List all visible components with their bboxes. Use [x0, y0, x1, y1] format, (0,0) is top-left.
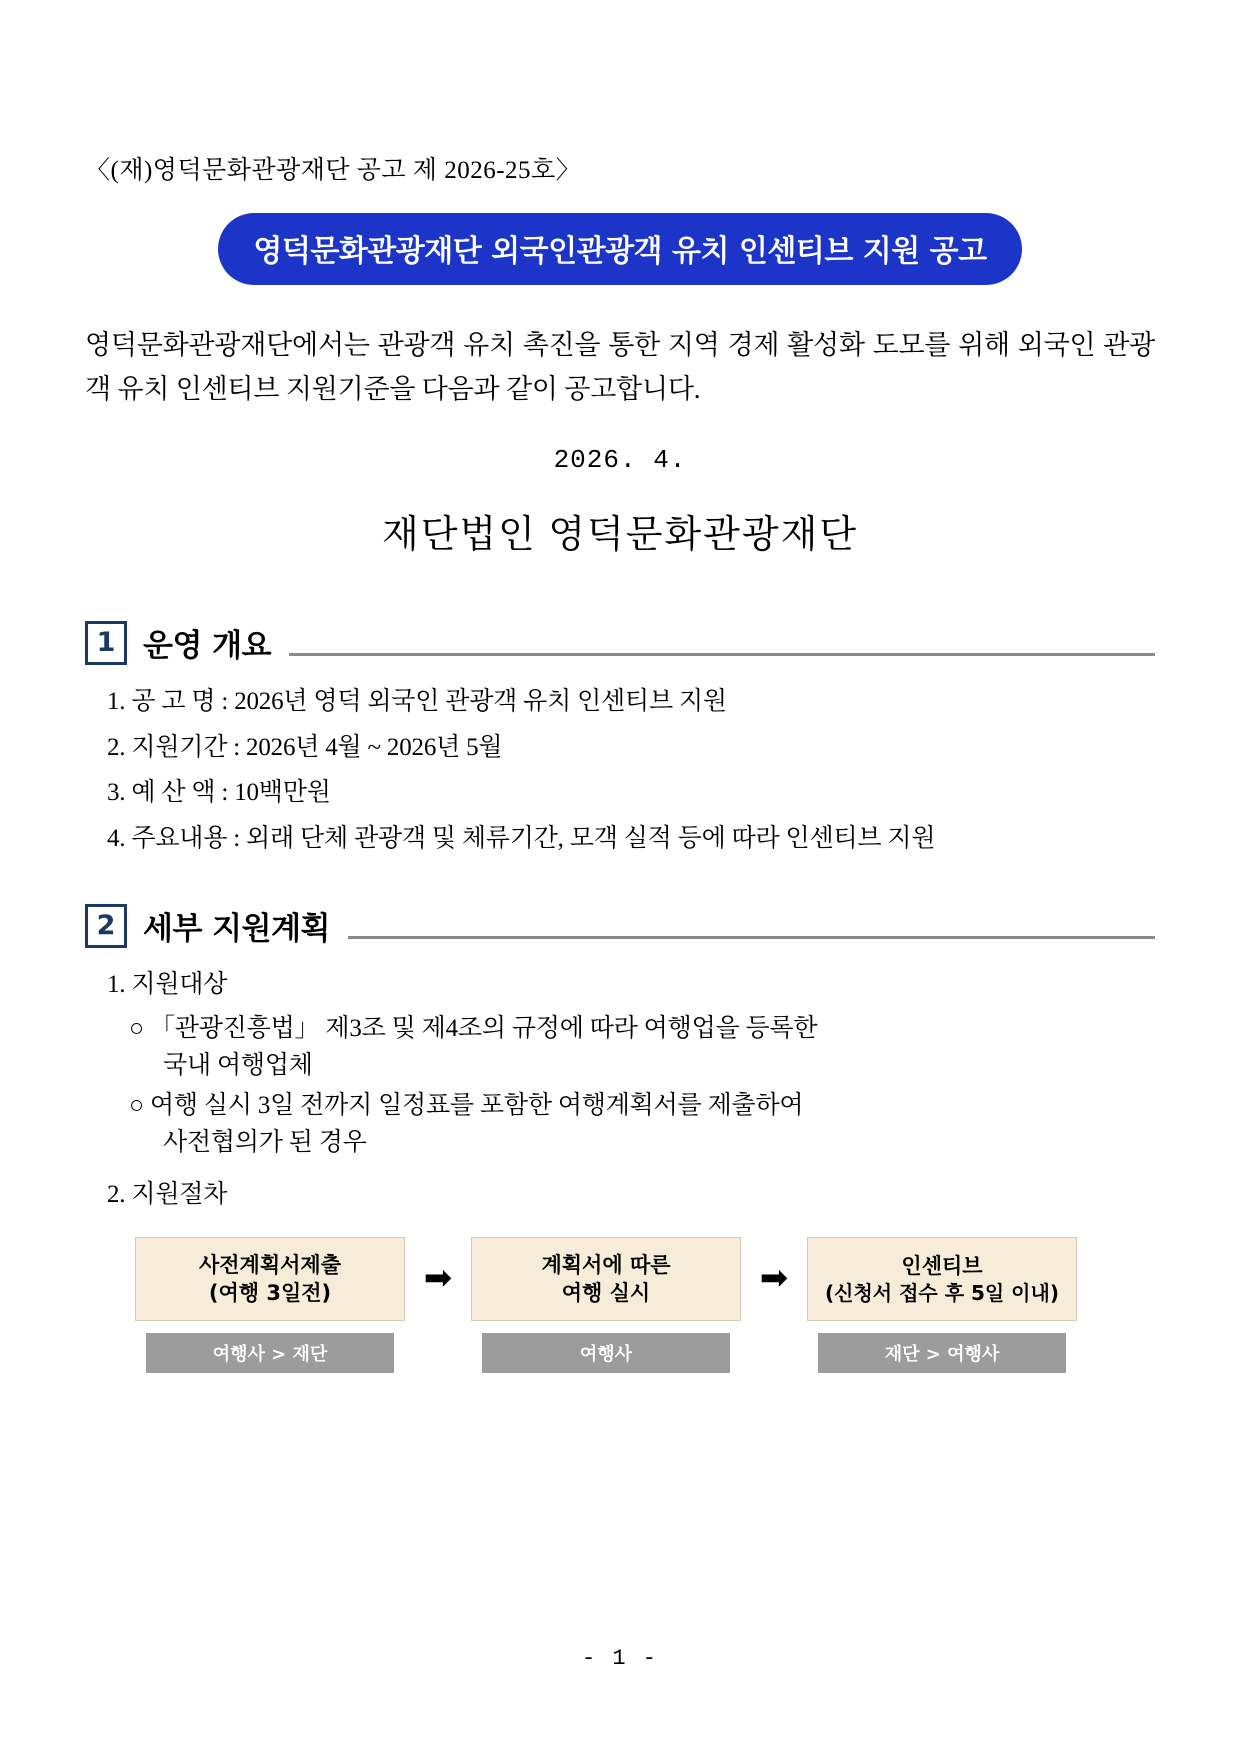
title-banner [85, 214, 1155, 284]
section-rule-2 [348, 936, 1155, 939]
flow-step-3-line1: 인센티브 [901, 1253, 983, 1278]
flow-step-1-line2: (여행 3일전) [208, 1281, 332, 1306]
flow-step-3-box [807, 1237, 1077, 1321]
section-title-1: 운영 개요 [143, 628, 272, 665]
organization-name: 재단법인 영덕문화관광재단 [382, 514, 858, 557]
flow-step-1-box [135, 1237, 405, 1321]
section-number-2: 2 [85, 904, 127, 948]
bullet-text-continued: 사전협의가 된 경우 [163, 1129, 367, 1157]
flow-step-1 [135, 1237, 405, 1373]
section-body-2 [85, 964, 1155, 1373]
flow-step-3 [807, 1237, 1077, 1373]
section-rule-1 [289, 653, 1155, 656]
list-item: 2. 지원기간 : 2026년 4월 ~ 2026년 5월 [107, 733, 503, 761]
bullet-mark: ○ [129, 1014, 144, 1042]
flow-step-2-box [471, 1237, 741, 1321]
bullet-text: 여행 실시 3일 전까지 일정표를 포함한 여행계획서를 제출하여 [149, 1091, 804, 1119]
announcement-date: 2026. 4. [553, 445, 687, 476]
list-item: 1. 지원대상 [107, 971, 228, 999]
list-item: 3. 예 산 액 : 10백만원 [107, 779, 331, 807]
arrow-right-icon: ➡ [759, 1260, 789, 1298]
bullet-item [107, 1010, 1155, 1085]
flow-step-3-actor: 재단 > 여행사 [818, 1333, 1066, 1373]
list-item: 4. 주요내용 : 외래 단체 관광객 및 체류기간, 모객 실적 등에 따라 인센티브 지원 [107, 824, 936, 852]
bullet-mark: ○ [129, 1091, 144, 1119]
flow-step-2-line1: 계획서에 따른 [541, 1253, 671, 1278]
procedure-label: 2. 지원절차 [107, 1180, 228, 1208]
arrow-right-icon: ➡ [423, 1260, 453, 1298]
section-body-1 [85, 681, 1155, 859]
flow-step-2-line2: 여행 실시 [561, 1281, 651, 1306]
document-code-line: 〈(재)영덕문화관광재단 공고 제 2026-25호〉 [85, 157, 582, 184]
section-number-1: 1 [85, 621, 127, 665]
section-header-1 [85, 620, 1155, 665]
bullet-text: 「관광진흥법」 제3조 및 제4조의 규정에 따라 여행업을 등록한 [149, 1014, 818, 1042]
flow-step-2 [471, 1237, 741, 1373]
intro-paragraph: 영덕문화관광재단에서는 관광객 유치 촉진을 통한 지역 경제 활성화 도모를 위해 외국인 관광객 유치 인센티브 지원기준을 다음과 같이 공고합니다. [85, 330, 1155, 404]
page-title: 영덕문화관광재단 외국인관광객 유치 인센티브 지원 공고 [219, 214, 1020, 284]
flow-step-1-actor: 여행사 > 재단 [146, 1333, 394, 1373]
section-header-2 [85, 903, 1155, 948]
flow-step-1-line1: 사전계획서제출 [198, 1253, 341, 1278]
list-item: 1. 공 고 명 : 2026년 영덕 외국인 관광객 유치 인센티브 지원 [107, 688, 727, 716]
page-number: - 1 - [581, 1646, 658, 1671]
flow-step-2-actor: 여행사 [482, 1333, 730, 1373]
bullet-item [107, 1087, 1155, 1162]
flow-step-3-line2: (신청서 접수 후 5일 이내) [825, 1281, 1059, 1306]
bullet-text-continued: 국내 여행업체 [163, 1052, 313, 1080]
process-flow-diagram [135, 1237, 1155, 1373]
section-title-2: 세부 지원계획 [143, 911, 330, 948]
